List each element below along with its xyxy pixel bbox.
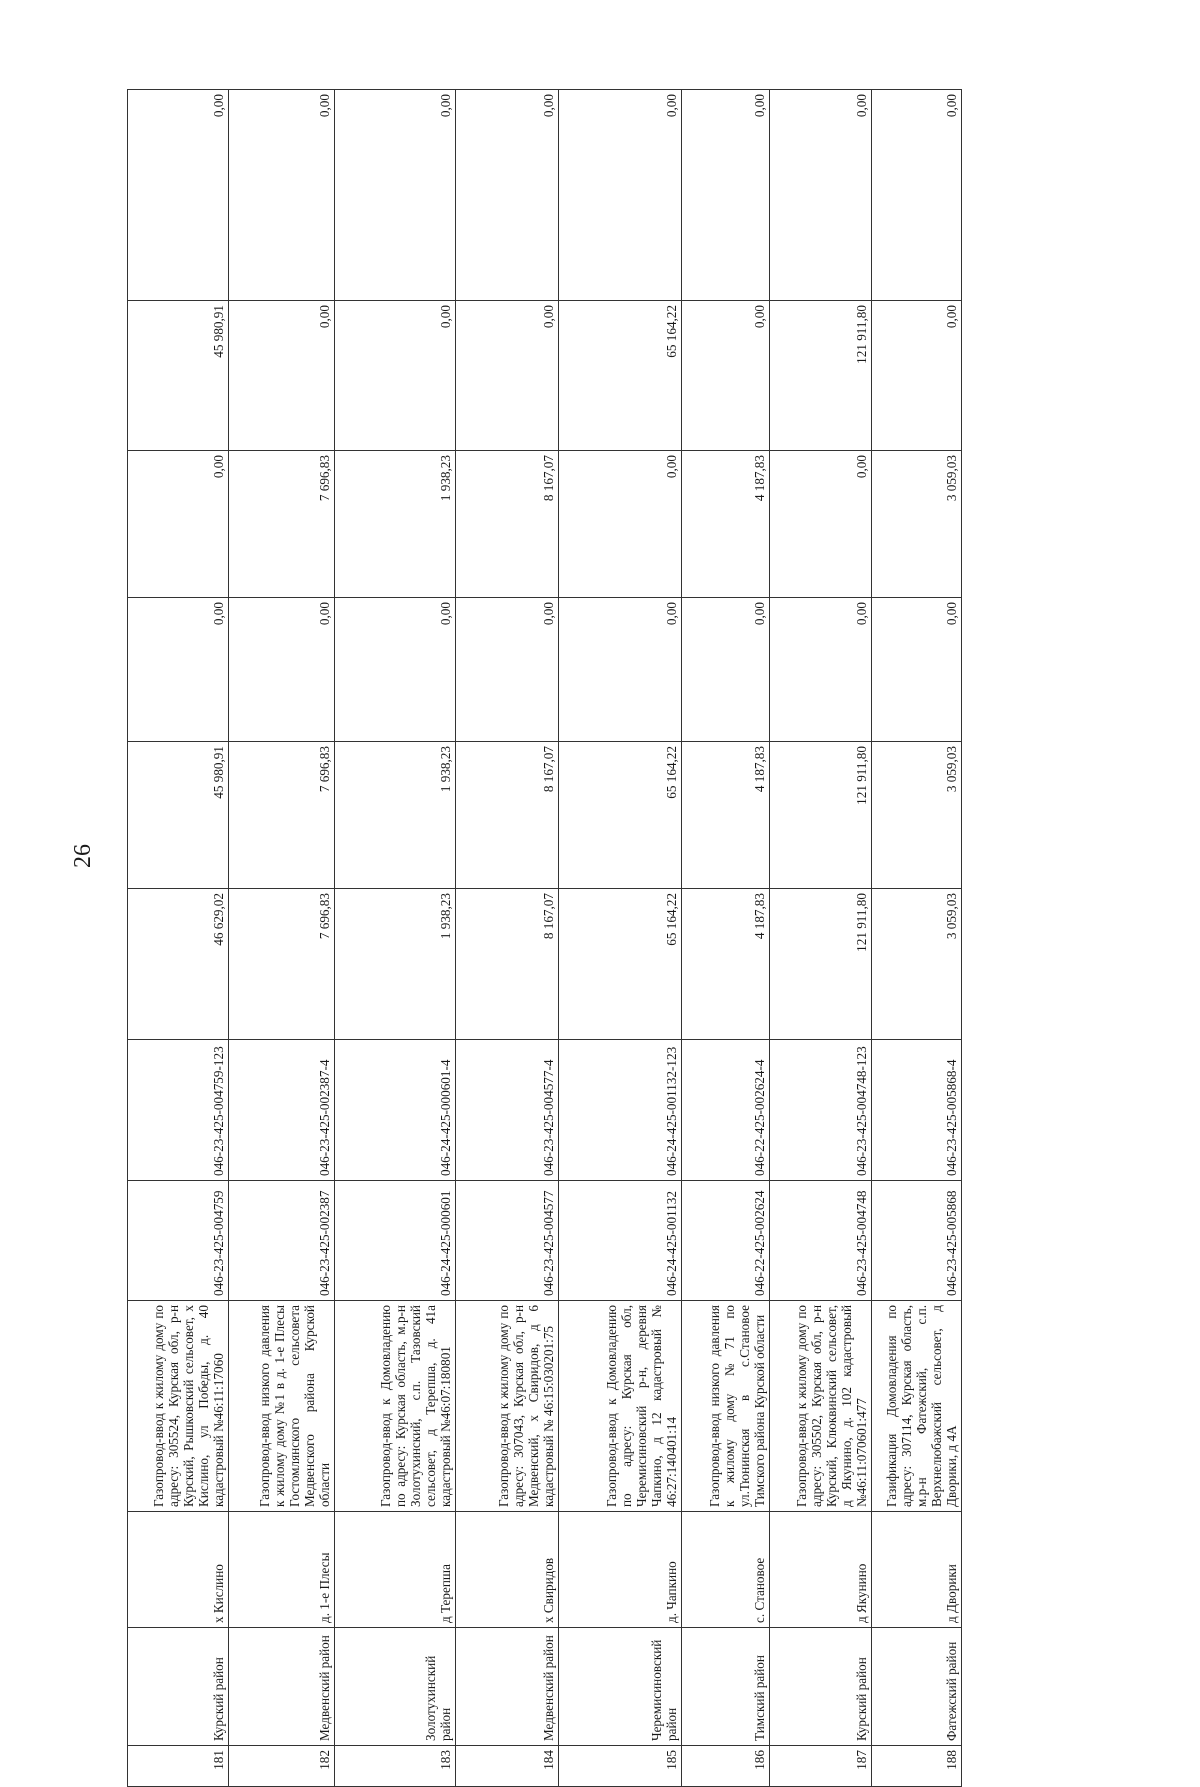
value-cell-1: 1 938,23 <box>335 889 456 1040</box>
value-cell-6: 0,00 <box>872 90 962 301</box>
value-cell-5: 0,00 <box>682 301 770 451</box>
settlement-cell: д Дворики <box>872 1512 962 1628</box>
object-id-cell: 046-22-425-002624 <box>682 1181 770 1301</box>
value-cell-5: 0,00 <box>872 301 962 451</box>
value-cell-3: 0,00 <box>229 598 335 742</box>
row-number: 183 <box>335 1746 456 1787</box>
table-row <box>456 90 559 1787</box>
table-row <box>335 90 456 1787</box>
object-id-cell: 046-23-425-004577 <box>456 1181 559 1301</box>
value-cell-2: 45 980,91 <box>128 742 229 889</box>
value-cell-3: 0,00 <box>682 598 770 742</box>
value-cell-4: 0,00 <box>559 451 682 598</box>
value-cell-2: 1 938,23 <box>335 742 456 889</box>
description-cell: Газопровод-ввод к жилому дому по адресу: 305524, Курская обл, р-н Курский, Рышковский сельсовет, х Кислино, ул Победы, д. 40 кадастровый №46:11:17060 <box>128 1301 229 1512</box>
settlement-cell: д. Чапкино <box>559 1512 682 1628</box>
object-id-cell: 046-24-425-001132 <box>559 1181 682 1301</box>
district-cell: Тимский район <box>682 1628 770 1746</box>
value-cell-4: 3 059,03 <box>872 451 962 598</box>
district-cell: Курский район <box>770 1628 872 1746</box>
value-cell-3: 0,00 <box>128 598 229 742</box>
value-cell-1: 121 911,80 <box>770 889 872 1040</box>
district-cell: Фатежский район <box>872 1628 962 1746</box>
object-id-cell: 046-23-425-004759 <box>128 1181 229 1301</box>
value-cell-5: 45 980,91 <box>128 301 229 451</box>
description-cell: Газификация Домовладения по адресу: 307114, Курская область, м.р-н Фатежский, с.п. Верхнелюбажский сельсовет, д Дворики, д 4А <box>872 1301 962 1512</box>
district-cell: Медвенский район <box>456 1628 559 1746</box>
value-cell-1: 4 187,83 <box>682 889 770 1040</box>
object-id-cell: 046-24-425-000601 <box>335 1181 456 1301</box>
object-id-cell: 046-23-425-005868 <box>872 1181 962 1301</box>
description-cell: Газопровод-ввод к Домовладению по адресу: Курская обл, Черемисиновский р-н, деревня Чапкино, д 12 кадастровый № 46:27:140401:14 <box>559 1301 682 1512</box>
value-cell-4: 0,00 <box>770 451 872 598</box>
row-number: 185 <box>559 1746 682 1787</box>
settlement-cell: х Свиридов <box>456 1512 559 1628</box>
value-cell-5: 0,00 <box>456 301 559 451</box>
row-number: 188 <box>872 1746 962 1787</box>
value-cell-3: 0,00 <box>456 598 559 742</box>
value-cell-6: 0,00 <box>229 90 335 301</box>
value-cell-5: 0,00 <box>335 301 456 451</box>
settlement-cell: д. 1-е Плесы <box>229 1512 335 1628</box>
row-number: 181 <box>128 1746 229 1787</box>
table-row <box>770 90 872 1787</box>
value-cell-3: 0,00 <box>872 598 962 742</box>
object-code-cell: 046-22-425-002624-4 <box>682 1040 770 1181</box>
row-number: 187 <box>770 1746 872 1787</box>
value-cell-2: 121 911,80 <box>770 742 872 889</box>
value-cell-4: 8 167,07 <box>456 451 559 598</box>
object-code-cell: 046-24-425-001132-123 <box>559 1040 682 1181</box>
value-cell-5: 121 911,80 <box>770 301 872 451</box>
object-code-cell: 046-23-425-004748-123 <box>770 1040 872 1181</box>
rotated-table-frame <box>127 90 1046 1787</box>
value-cell-6: 0,00 <box>456 90 559 301</box>
description-cell: Газопровод-ввод к жилому дому по адресу: 307043, Курская обл, р-н Медвенский, х Свиридов, д 6 кадастровый № 46:15:030201:75 <box>456 1301 559 1512</box>
value-cell-2: 3 059,03 <box>872 742 962 889</box>
object-id-cell: 046-23-425-004748 <box>770 1181 872 1301</box>
object-code-cell: 046-23-425-004759-123 <box>128 1040 229 1181</box>
value-cell-1: 8 167,07 <box>456 889 559 1040</box>
value-cell-5: 0,00 <box>229 301 335 451</box>
description-cell: Газопровод-ввод низкого давления к жилому дому №1 в д. 1-е Плесы Гостомлянского сельсовета Медвенского района Курской области <box>229 1301 335 1512</box>
value-cell-5: 65 164,22 <box>559 301 682 451</box>
value-cell-1: 7 696,83 <box>229 889 335 1040</box>
data-table <box>127 89 962 1787</box>
district-cell: Медвенский район <box>229 1628 335 1746</box>
value-cell-2: 7 696,83 <box>229 742 335 889</box>
value-cell-6: 0,00 <box>335 90 456 301</box>
value-cell-2: 65 164,22 <box>559 742 682 889</box>
description-cell: Газопровод-ввод к жилому дому по адресу: 305502, Курская обл, р-н Курский, Клюквинский сельсовет, д Якунино, д. 102 кадастровый №46:11:070601:477 <box>770 1301 872 1512</box>
value-cell-4: 7 696,83 <box>229 451 335 598</box>
table-row <box>682 90 770 1787</box>
value-cell-4: 4 187,83 <box>682 451 770 598</box>
table-row <box>559 90 682 1787</box>
value-cell-6: 0,00 <box>559 90 682 301</box>
settlement-cell: х Кислино <box>128 1512 229 1628</box>
object-code-cell: 046-23-425-004577-4 <box>456 1040 559 1181</box>
settlement-cell: д Якунино <box>770 1512 872 1628</box>
table-row <box>128 90 229 1787</box>
object-code-cell: 046-24-425-000601-4 <box>335 1040 456 1181</box>
district-cell: Золотухинский район <box>335 1628 456 1746</box>
page-number: 26 <box>70 844 96 868</box>
value-cell-6: 0,00 <box>682 90 770 301</box>
description-cell: Газопровод-ввод к Домовладению по адресу: Курская область, м.р-н Золотухинский, с.п. Тазовский сельсовет, д Терепша, д. 41а кадастровый №46:07:180801 <box>335 1301 456 1512</box>
value-cell-3: 0,00 <box>770 598 872 742</box>
value-cell-1: 46 629,02 <box>128 889 229 1040</box>
value-cell-2: 4 187,83 <box>682 742 770 889</box>
row-number: 186 <box>682 1746 770 1787</box>
value-cell-4: 0,00 <box>128 451 229 598</box>
table-row <box>229 90 335 1787</box>
value-cell-1: 3 059,03 <box>872 889 962 1040</box>
settlement-cell: д Терепша <box>335 1512 456 1628</box>
district-cell: Черемисиновский район <box>559 1628 682 1746</box>
value-cell-1: 65 164,22 <box>559 889 682 1040</box>
value-cell-3: 0,00 <box>559 598 682 742</box>
value-cell-6: 0,00 <box>770 90 872 301</box>
row-number: 182 <box>229 1746 335 1787</box>
object-id-cell: 046-23-425-002387 <box>229 1181 335 1301</box>
description-cell: Газопровод-ввод низкого давления к жилому дому №71 по ул.Тюнинская в с.Становое Тимского района Курской области <box>682 1301 770 1512</box>
value-cell-3: 0,00 <box>335 598 456 742</box>
table-row <box>872 90 962 1787</box>
row-number: 184 <box>456 1746 559 1787</box>
value-cell-4: 1 938,23 <box>335 451 456 598</box>
value-cell-2: 8 167,07 <box>456 742 559 889</box>
object-code-cell: 046-23-425-002387-4 <box>229 1040 335 1181</box>
object-code-cell: 046-23-425-005868-4 <box>872 1040 962 1181</box>
settlement-cell: с. Становое <box>682 1512 770 1628</box>
district-cell: Курский район <box>128 1628 229 1746</box>
value-cell-6: 0,00 <box>128 90 229 301</box>
